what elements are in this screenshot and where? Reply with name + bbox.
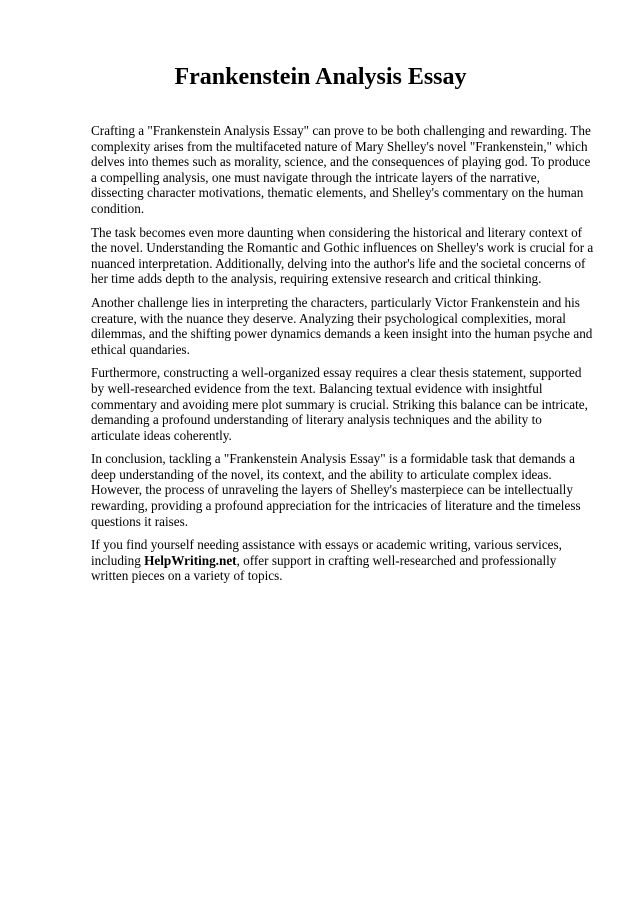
paragraph-conclusion: In conclusion, tackling a "Frankenstein Analysis Essay" is a formidable task that demands a deep understanding of the novel, its context, and the ability to articulate complex ideas. However, the process of unraveling the layers of Shelley's masterpiece can be intellectually rewarding, providing a profound appreciation for the intricacies of literature and the timeless questions it raises. [91,451,581,529]
paragraph-context: The task becomes even more daunting when considering the historical and literary context of the novel. Understanding the Romantic and Gothic influences on Shelley's work is crucial for a nuanced interpretation. Additionally, delving into the author's life and the societal concerns of her time adds depth to the analysis, requiring extensive research and critical thinking. [91,224,594,287]
paragraph-structure: Furthermore, constructing a well-organized essay requires a clear thesis statement, supported by well-researched evidence from the text. Balancing textual evidence with insightful commentary and avoiding mere plot summary is crucial. Striking this balance can be intricate, demanding a profound understanding of literary analysis techniques and the ability to articulate ideas coherently. [91,365,588,443]
paragraph-intro: Crafting a "Frankenstein Analysis Essay" can prove to be both challenging and rewarding. The complexity arises from the multifaceted nature of Mary Shelley's novel "Frankenstein," which delves into themes such as morality, science, and the consequences of playing god. To produce a compelling analysis, one must navigate through the intricate layers of the narrative, dissecting character motivations, thematic elements, and Shelley's commentary on the human condition. [91,123,591,216]
closing-text-after: , offer support in crafting well-researched and professionally written pieces on a variety of topics. [91,552,557,584]
closing-text-before: If you find yourself needing assistance with essays or academic writing, various services, including [91,537,562,568]
paragraph-closing [91,537,594,584]
paragraph-characters: Another challenge lies in interpreting the characters, particularly Victor Frankenstein and his creature, with the nuance they deserve. Analyzing their psychological complexities, moral dilemmas, and the shifting power dynamics demands a keen insight into the human psyche and ethical quandaries. [91,294,593,357]
document-title: Frankenstein Analysis Essay [174,64,467,90]
helpwriting-link[interactable]: HelpWriting.net [144,552,237,568]
